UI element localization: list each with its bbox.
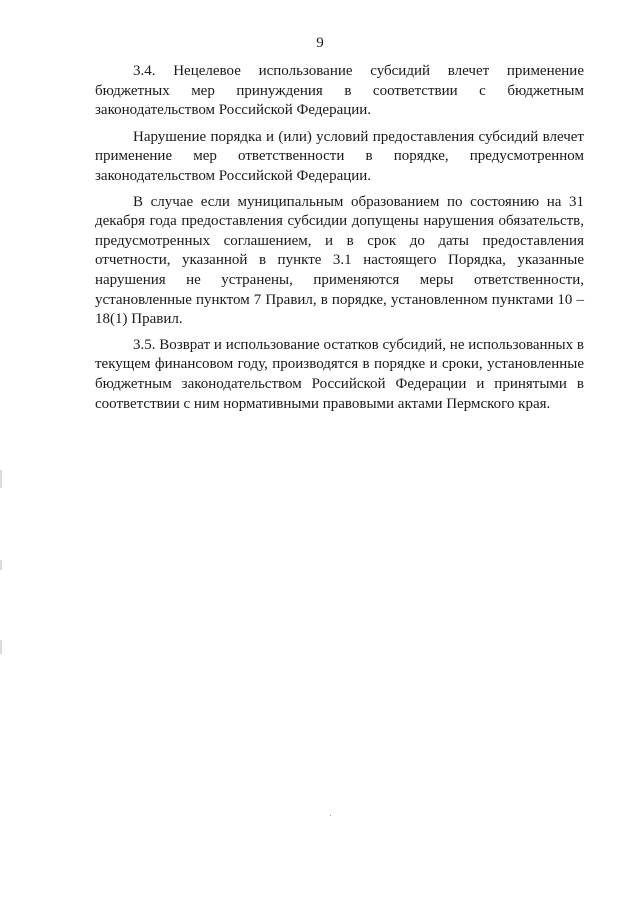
document-body	[95, 62, 584, 421]
scan-speck	[330, 815, 331, 816]
paragraph-violation-liability: Нарушение порядка и (или) условий предоставления субсидий влечет применение мер ответственности в порядке, предусмотренном законодательством Российской Федерации.	[95, 128, 584, 184]
scan-artifact	[0, 640, 2, 654]
paragraph-3-4: 3.4. Нецелевое использование субсидий влечет применение бюджетных мер принуждения в соответствии с бюджетным законодательством Российской Федерации.	[95, 63, 584, 119]
scan-artifact	[0, 470, 2, 488]
paragraph-3-5: 3.5. Возврат и использование остатков субсидий, не использованных в текущем финансовом году, производятся в порядке и сроки, установленные бюджетным законодательством Российской Федерации и принятыми в соответствии с ним нормативными правовыми актами Пермского края.	[95, 336, 584, 412]
page-number: 9	[316, 35, 324, 51]
scan-artifact	[0, 560, 2, 570]
paragraph-municipal-violations: В случае если муниципальным образованием по состоянию на 31 декабря года предоставления субсидии допущены нарушения обязательств, предусмотренных соглашением, и в срок до даты предоставления отчетности, указанной в пункте 3.1 настоящего Порядка, указанные нарушения не устранены, применяются меры ответственности, установленные пунктом 7 Правил, в порядке, установленном пунктами 10 – 18(1) Правил.	[95, 193, 584, 328]
